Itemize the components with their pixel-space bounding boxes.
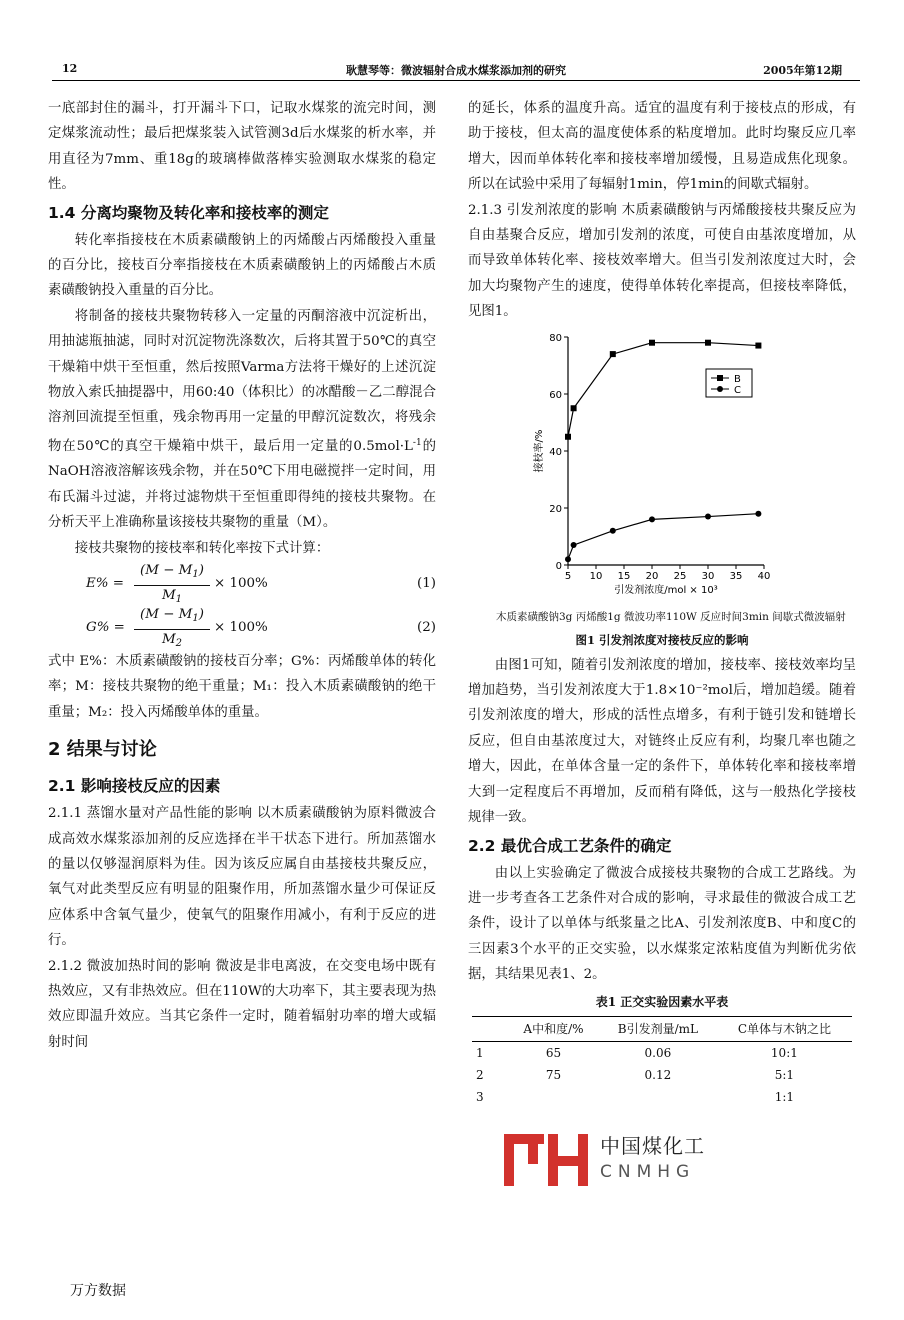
table-header: C单体与木钠之比 <box>717 1016 852 1041</box>
paragraph: 2.1.3 引发剂浓度的影响 木质素磺酸钠与丙烯酸接枝共聚反应为自由基聚合反应，增加引发剂的浓度，可使自由基浓度增加，从而导致单体转化率、接枝效率增大。但当引发剂浓度过大时，会加大均聚物产生的速度，使得单体转化率提高，但接枝率降低，见图1。 <box>468 202 856 320</box>
x-axis-label: 引发剂浓度/mol × 10³ <box>614 584 718 596</box>
table-header <box>472 1016 508 1041</box>
data-point-C <box>649 516 655 522</box>
running-header <box>52 58 860 81</box>
cnmhg-logo-icon <box>500 1128 594 1192</box>
watermark-text-cn: 中国煤化工 <box>600 1134 705 1158</box>
table-cell: 3 <box>476 1089 484 1104</box>
figure-1 <box>468 325 856 607</box>
paragraph: 转化率指接枝在木质素磺酸钠上的丙烯酸占丙烯酸投入重量的百分比，接枝百分率指接枝在木质素磺酸钠上的丙烯酸占木质素磺酸钠投入重量的百分比。 <box>48 232 436 299</box>
data-point-C <box>610 527 616 533</box>
series-line-C <box>568 513 758 559</box>
paragraph: 由以上实验确定了微波合成接枝共聚物的合成工艺路线。为进一步考查各工艺条件对合成的影响，寻求最佳的微波合成工艺条件，设计了以单体与纸浆量之比A、引发剂浓度B、中和度C的三因素3个水平的正交实验，以水煤浆定浓粘度值为判断优劣依据，其结果见表1、2。 <box>468 865 856 983</box>
x-tick-label: 35 <box>729 570 743 582</box>
right-column <box>468 96 856 1108</box>
table-cell: 65 <box>545 1045 562 1060</box>
x-tick-label: 10 <box>589 570 603 582</box>
equation-number: (2) <box>417 619 436 635</box>
equation-2: G% = $\frac{(M - M_1)}{M_2}$ × 100% (2) <box>86 606 436 649</box>
section-heading-2: 2 结果与讨论 <box>48 739 157 761</box>
paragraph: 接枝共聚物的接枝率和转化率按下式计算： <box>74 540 330 556</box>
paragraph: 由图1可知，随着引发剂浓度的增加，接枝率、接枝效率均呈增加趋势，当引发剂浓度大于1.8×10⁻²mol后，增加趋缓。随着引发剂浓度的增大，形成的活性点增多，有利于链引发和链增长反应，但自由基浓度过大，对链终止反应有利，均聚几率也随之增大，因此，在单体含量一定的条件下，单体转化率和接枝率增大到一定程度后不再增加，反而稍有降低，这与一般热化学接枝规律一致。 <box>468 657 856 826</box>
table-row <box>472 1064 852 1086</box>
watermark-text-en: CNMHG <box>600 1162 696 1182</box>
data-point-B <box>571 405 577 411</box>
data-point-C <box>755 510 761 516</box>
y-axis-label: 接枝率/% <box>534 429 545 473</box>
legend-box <box>706 369 752 397</box>
paragraph: 2.1.1 蒸馏水量对产品性能的影响 以木质素磺酸钠为原料微波合成高效水煤浆添加剂的反应选择在半干状态下进行。所加蒸馏水的量以仅够湿润原料为佳。因为该反应属自由基接枝共聚反应，氧气对此类型反应有明显的阻聚作用，所加蒸馏水量少可保证反应体系中含氧气量少，使氧气的阻聚作用减小，有利于反应的进行。 <box>48 806 436 949</box>
table-row <box>472 1086 852 1108</box>
y-tick-label: 60 <box>549 389 562 401</box>
table-row <box>472 1041 852 1064</box>
equation-number: (1) <box>417 575 436 591</box>
table-cell: 0.06 <box>644 1045 672 1060</box>
legend-marker-B <box>717 375 723 381</box>
table-header: B引发剂量/mL <box>599 1016 717 1041</box>
paragraph: 2.1.2 微波加热时间的影响 微波是非电离波，在交变电场中既有热效应，又有非热效应。但在110W的大功率下，其主要表现为热效应即温升效应。当其它条件一定时，随着辐射功率的增大或辐射时间 <box>48 958 436 1050</box>
table-cell: 5:1 <box>774 1067 795 1082</box>
x-tick-label: 40 <box>757 570 771 582</box>
legend-label-C: C <box>734 384 741 396</box>
y-tick-label: 20 <box>549 503 562 515</box>
data-point-B <box>565 433 571 439</box>
legend-marker-C <box>717 386 723 392</box>
equation-1: E% = $\frac{(M - M_1)}{M_1}$ × 100% (1) <box>86 562 436 605</box>
table-cell: 1:1 <box>774 1089 795 1104</box>
table-cell <box>599 1086 717 1108</box>
table-cell: 10:1 <box>770 1045 798 1060</box>
x-tick-label: 5 <box>564 570 572 582</box>
footer-source: 万方数据 <box>70 1283 126 1299</box>
figure-conditions: 木质素磺酸钠3g 丙烯酸1g 微波功率110W 反应时间3min 间歇式微波辐射 <box>496 610 846 623</box>
table-caption: 表1 正交实验因素水平表 <box>595 994 729 1009</box>
paragraph: 式中 E%：木质素磺酸钠的接枝百分率；G%：丙烯酸单体的转化率；M：接枝共聚物的绝干重量；M₁：投入木质素磺酸钠的绝干重量；M₂：投入丙烯酸单体的重量。 <box>48 653 436 720</box>
x-tick-label: 25 <box>673 570 687 582</box>
figure-1-chart <box>468 325 856 607</box>
table-header-row <box>472 1016 852 1041</box>
data-point-B <box>705 339 711 345</box>
data-point-B <box>755 342 761 348</box>
table-cell: 0.12 <box>644 1067 672 1082</box>
y-tick-label: 40 <box>549 446 562 458</box>
x-tick-label: 15 <box>617 570 631 582</box>
issue-label: 2005年第12期 <box>763 64 842 77</box>
table-cell: 75 <box>545 1067 562 1082</box>
table-cell <box>508 1086 599 1108</box>
data-point-C <box>565 556 571 562</box>
data-point-B <box>649 339 655 345</box>
x-tick-label: 20 <box>645 570 659 582</box>
section-heading-2-1: 2.1 影响接枝反应的因素 <box>48 777 221 796</box>
data-point-C <box>705 513 711 519</box>
y-tick-label: 0 <box>555 560 562 572</box>
legend-label-B: B <box>734 373 741 385</box>
table-1 <box>472 1016 852 1108</box>
paragraph: 的延长，体系的温度升高。适宜的温度有利于接枝点的形成，有助于接枝，但太高的温度使体系的粘度增加。此时均聚反应几率增大，因而单体转化率和接枝率增加缓慢，且易造成焦化现象。所以在试验中采用了每辐射1min，停1min的间歇式辐射。 <box>468 101 856 193</box>
paragraph: 将制备的接枝共聚物转移入一定量的丙酮溶液中沉淀析出，用抽滤瓶抽滤，同时对沉淀物洗涤数次，后将其置于50℃的真空干燥箱中烘干至恒重，然后按照Varma方法将干燥好的上述沉淀物放入索氏抽提器中，用60:40（体积比）的冰醋酸－乙二醇混合溶剂回流提至恒重，残余物再用一定量的甲醇沉淀数次，将残余物在50℃的真空干燥箱中烘干，最后用一定量的$0.5mol\cdot L^{-1}$的NaOH溶液溶解该残余物，并在50℃下用电磁搅拌一定时间，用布氏漏斗过滤，并将过滤物烘干至恒重即得纯的接枝共聚物。在分析天平上准确称量该接枝共聚物的重量（M）。 <box>48 308 436 531</box>
section-heading-2-2: 2.2 最优合成工艺条件的确定 <box>468 836 672 855</box>
table-cell: 2 <box>476 1067 484 1082</box>
page-number: 12 <box>62 62 78 75</box>
x-tick-label: 30 <box>701 570 715 582</box>
table-cell: 1 <box>476 1045 484 1060</box>
data-point-C <box>571 542 577 548</box>
table-header: A中和度/% <box>508 1016 599 1041</box>
paragraph: 一底部封住的漏斗，打开漏斗下口，记取水煤浆的流完时间，测定煤浆流动性；最后把煤浆装入试管测3d后水煤浆的析水率，并用直径为7mm、重18g的玻璃棒做落棒实验测取水煤浆的稳定性。 <box>48 101 436 193</box>
left-column <box>48 96 436 1055</box>
section-heading-1-4: 1.4 分离均聚物及转化率和接枝率的测定 <box>48 203 329 222</box>
figure-caption: 图1 引发剂浓度对接枝反应的影响 <box>575 632 749 647</box>
running-title: 耿慧琴等：微波辐射合成水煤浆添加剂的研究 <box>346 64 566 77</box>
watermark-logo <box>500 1128 720 1192</box>
y-tick-label: 80 <box>549 332 562 344</box>
data-point-B <box>610 351 616 357</box>
